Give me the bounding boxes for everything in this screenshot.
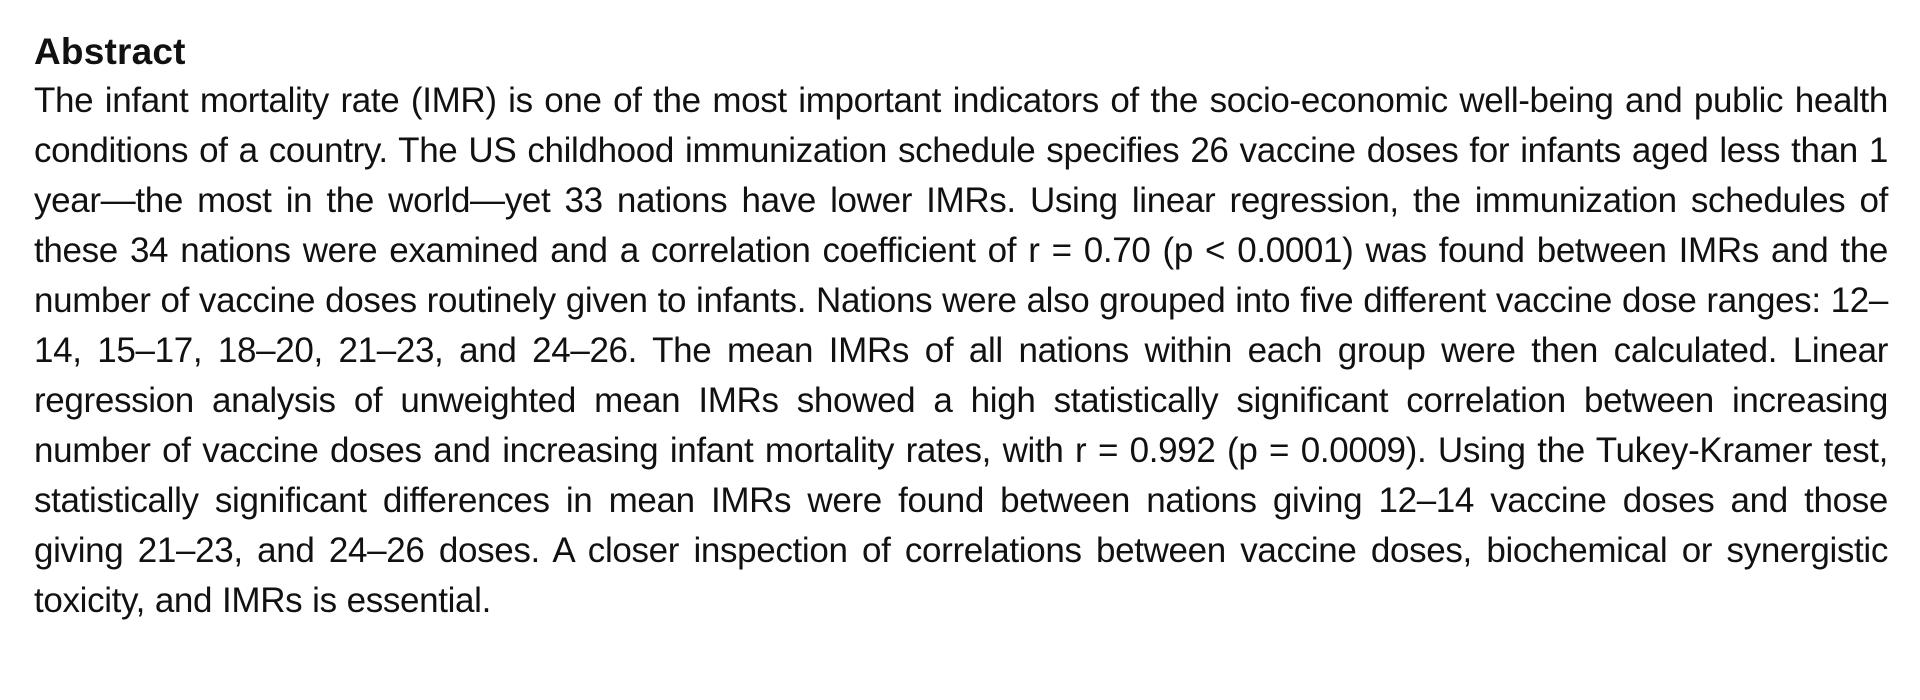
abstract-body: The infant mortality rate (IMR) is one of the most important indicators of the socio-economic well-being and public health conditions of a country. The US childhood immunization schedule specifies 26 vaccine doses for infants aged less than 1 year—the most in the world—yet 33 nations have lower IMRs. Using linear regression, the immunization schedules of these 34 nations were examined and a correlation coefficient of r = 0.70 (p < 0.0001) was found between IMRs and the number of vaccine doses routinely given to infants. Nations were also grouped into five different vaccine dose ranges: 12–14, 15–17, 18–20, 21–23, and 24–26. The mean IMRs of all nations within each group were then calculated. Linear regression analysis of unweighted mean IMRs showed a high statistically significant correlation between increasing number of vaccine doses and increasing infant mortality rates, with r = 0.992 (p = 0.0009). Using the Tukey-Kramer test, statistically significant differences in mean IMRs were found between nations giving 12–14 vaccine doses and those giving 21–23, and 24–26 doses. A closer inspection of correlations between vaccine doses, biochemical or synergistic toxicity, and IMRs is essential. (34, 81, 1888, 620)
abstract-section (34, 28, 1888, 626)
abstract-heading: Abstract (34, 31, 186, 72)
